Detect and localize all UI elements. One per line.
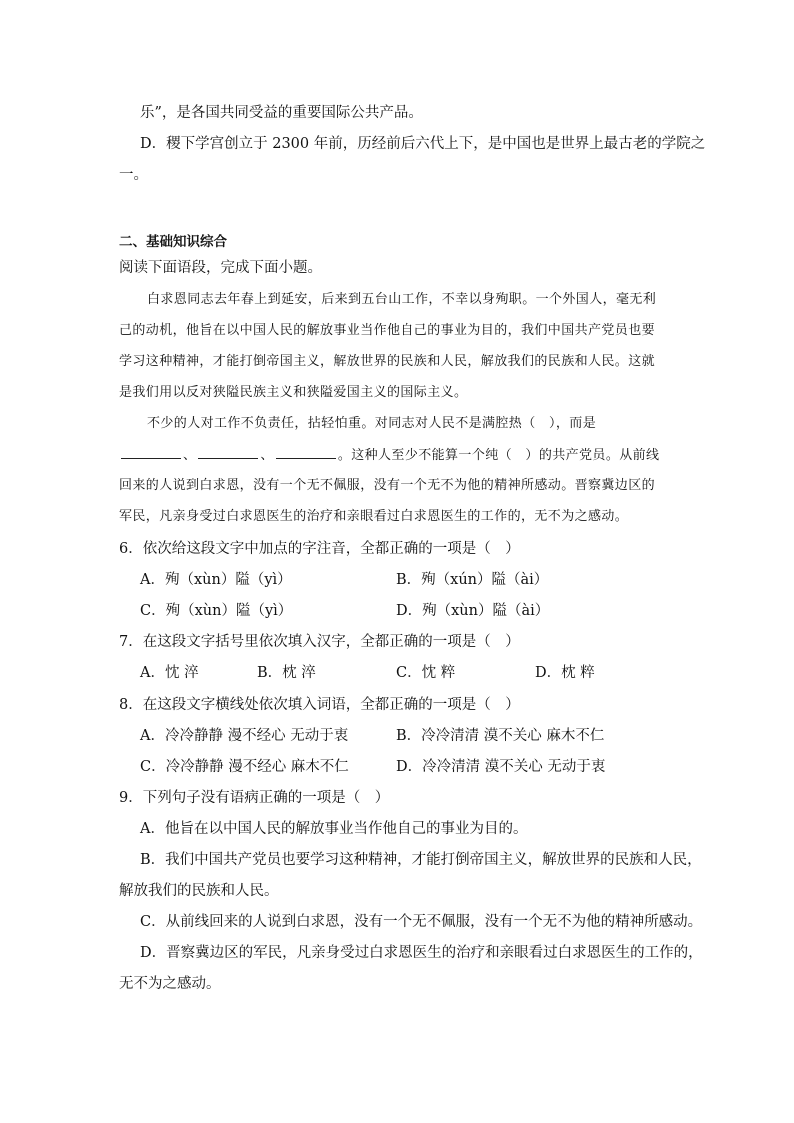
text-line: 一。 [119, 167, 148, 183]
option-a: A．他旨在以中国人民的解放事业当作他自己的事业为目的。 [140, 821, 528, 837]
passage-line: 白求恩同志去年春上到延安，后来到五台山工作，不幸以身殉职。一个外国人，毫无利 [147, 292, 657, 307]
option-b: B．冷冷清清 漠不关心 麻木不仁 [396, 728, 605, 744]
option-c: C．殉（xùn）隘（yì） [140, 603, 293, 619]
passage-text: 。这种人至少不能算一个纯（ ）的共产党员。从前线 [337, 448, 660, 463]
fill-blank [276, 446, 336, 459]
text-line: 乐”，是各国共同受益的重要国际公共产品。 [140, 105, 423, 121]
section-heading: 二、基础知识综合 [119, 234, 227, 250]
option-d: D．晋察冀边区的军民，凡亲身受过白求恩医生的治疗和亲眼看过白求恩医生的工作的， [140, 945, 703, 961]
passage-line: 学习这种精神，才能打倒帝国主义，解放世界的民族和人民，解放我们的民族和人民。这就 [119, 354, 656, 369]
instruction: 阅读下面语段，完成下面小题。 [119, 260, 322, 276]
question-stem: 6．依次给这段文字中加点的字注音，全都正确的一项是（ ） [119, 541, 520, 557]
option-d-line: D．稷下学宫创立于 2300 年前，历经前后六代上下，是中国也是世界上最古老的学院之 [140, 136, 706, 152]
option-c: C．从前线回来的人说到白求恩，没有一个无不佩服，没有一个无不为他的精神所感动。 [140, 914, 703, 930]
option-c: C．忱 粹 [396, 665, 456, 681]
option-b: B．殉（xún）隘（ài） [396, 572, 549, 588]
option-b-cont: 解放我们的民族和人民。 [119, 883, 279, 899]
option-a: A．冷冷静静 漫不经心 无动于衷 [140, 728, 349, 744]
question-stem: 7．在这段文字括号里依次填入汉字，全都正确的一项是（ ） [119, 634, 520, 650]
question-stem: 8．在这段文字横线处依次填入词语，全都正确的一项是（ ） [119, 697, 520, 713]
fill-blank [121, 446, 181, 459]
passage-line: 是我们用以反对狭隘民族主义和狭隘爱国主义的国际主义。 [119, 385, 468, 400]
passage-line: 己的动机，他旨在以中国人民的解放事业当作他自己的事业为目的，我们中国共产党员也要 [119, 323, 656, 338]
option-a: A．忱 淬 [140, 665, 199, 681]
option-b: B．我们中国共产党员也要学习这种精神，才能打倒帝国主义，解放世界的民族和人民， [140, 852, 702, 868]
option-c: C．冷冷静静 漫不经心 麻木不仁 [140, 759, 349, 775]
blank-separator: 、 [260, 448, 274, 463]
passage-line-blanks [119, 446, 659, 465]
question-stem: 9．下列句子没有语病正确的一项是（ ） [119, 790, 390, 806]
option-b: B．枕 淬 [257, 665, 316, 681]
option-d: D．枕 粹 [535, 665, 595, 681]
passage-line: 不少的人对工作不负责任，拈轻怕重。对同志对人民不是满腔热（ ），而是 [147, 416, 597, 431]
passage-line: 军民，凡亲身受过白求恩医生的治疗和亲眼看过白求恩医生的工作的，无不为之感动。 [119, 509, 629, 524]
fill-blank [198, 446, 258, 459]
blank-separator: 、 [183, 448, 197, 463]
option-d-cont: 无不为之感动。 [119, 976, 221, 992]
option-d: D．殉（xùn）隘（ài） [396, 603, 550, 619]
passage-line: 回来的人说到白求恩，没有一个无不佩服，没有一个无不为他的精神所感动。晋察冀边区的 [119, 478, 656, 493]
option-d: D．冷冷清清 漠不关心 无动于衷 [396, 759, 606, 775]
option-a: A．殉（xùn）隘（yì） [140, 572, 292, 588]
